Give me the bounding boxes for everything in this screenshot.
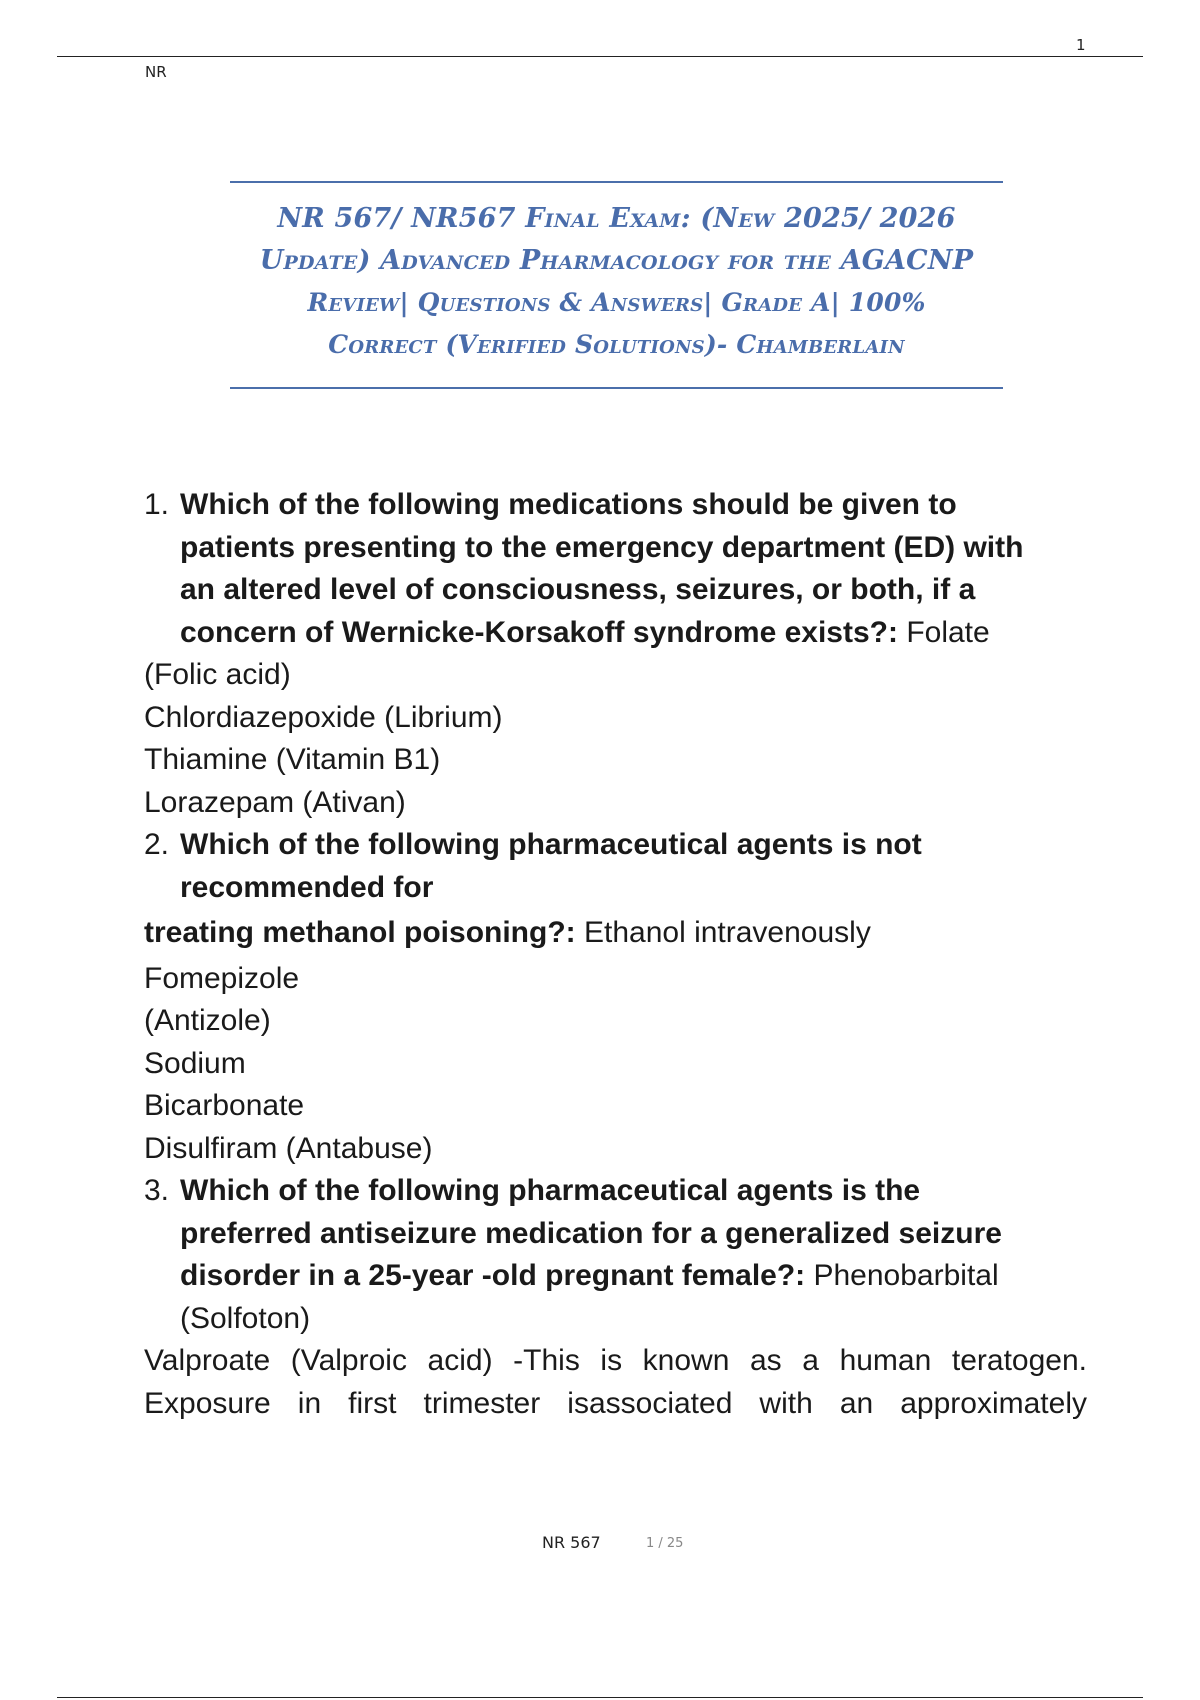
option-text: Sodium xyxy=(144,1046,246,1080)
title-line: Review| Questions & Answers| Grade A| 100% xyxy=(307,288,926,317)
question-number: 3. xyxy=(144,1174,170,1207)
question-list xyxy=(144,484,1087,1425)
title-line: NR 567/ NR567 Final Exam: (New 2025/ 2026 xyxy=(277,203,956,234)
header-rule xyxy=(57,56,1143,57)
footer-rule xyxy=(57,1697,1143,1698)
question-item xyxy=(144,484,1087,824)
question-text: Which of the following pharmaceutical agents is the xyxy=(180,1174,921,1207)
title-line: Update) Advanced Pharmacology for the AGACNP xyxy=(259,245,974,276)
question-item xyxy=(144,1170,1087,1425)
footer-title: NR 567 xyxy=(542,1533,601,1552)
answer-text: Folate xyxy=(897,615,990,649)
page-number: 1 xyxy=(1076,36,1086,54)
answer-text: Ethanol intravenously xyxy=(575,916,871,949)
option-text: Lorazepam (Ativan) xyxy=(144,785,406,819)
question-text: disorder in a 25-year -old pregnant female?: xyxy=(180,1259,806,1292)
option-text: Exposure in first trimester isassociated with an approximately xyxy=(144,1386,1087,1420)
question-text: concern of Wernicke-Korsakoff syndrome exists?: xyxy=(180,615,898,649)
title-rule-top xyxy=(230,181,1003,183)
question-text: Which of the following pharmaceutical agents is not xyxy=(180,828,922,861)
title-line: Correct (Verified Solutions)- Chamberlain xyxy=(328,330,905,359)
header-label: NR xyxy=(145,63,167,81)
option-text: Disulfiram (Antabuse) xyxy=(144,1131,433,1165)
question-text: treating methanol poisoning?: xyxy=(144,916,576,949)
question-text: recommended for xyxy=(180,870,434,904)
question-item xyxy=(144,824,1087,1170)
option-text: Fomepizole xyxy=(144,961,300,995)
option-text: Bicarbonate xyxy=(144,1089,305,1122)
question-text: preferred antiseizure medication for a generalized seizure xyxy=(180,1216,1002,1250)
option-text: (Antizole) xyxy=(144,1004,271,1037)
option-text: (Folic acid) xyxy=(144,658,291,691)
option-text: Valproate (Valproic acid) -This is known as a human teratogen. xyxy=(144,1344,1087,1377)
question-text: an altered level of consciousness, seizures, or both, if a xyxy=(180,573,976,606)
question-number: 2. xyxy=(144,828,170,861)
answer-text: (Solfoton) xyxy=(180,1301,311,1335)
footer-page-indicator: 1 / 25 xyxy=(646,1536,684,1551)
option-text: Chlordiazepoxide (Librium) xyxy=(144,700,503,734)
title-rule-bottom xyxy=(230,387,1003,389)
document-title xyxy=(230,198,1003,366)
question-text: Which of the following medications should be given to xyxy=(180,488,957,521)
question-number: 1. xyxy=(144,488,170,521)
question-text: patients presenting to the emergency department (ED) with xyxy=(180,530,1024,564)
answer-text: Phenobarbital xyxy=(805,1259,999,1292)
option-text: Thiamine (Vitamin B1) xyxy=(144,743,441,776)
